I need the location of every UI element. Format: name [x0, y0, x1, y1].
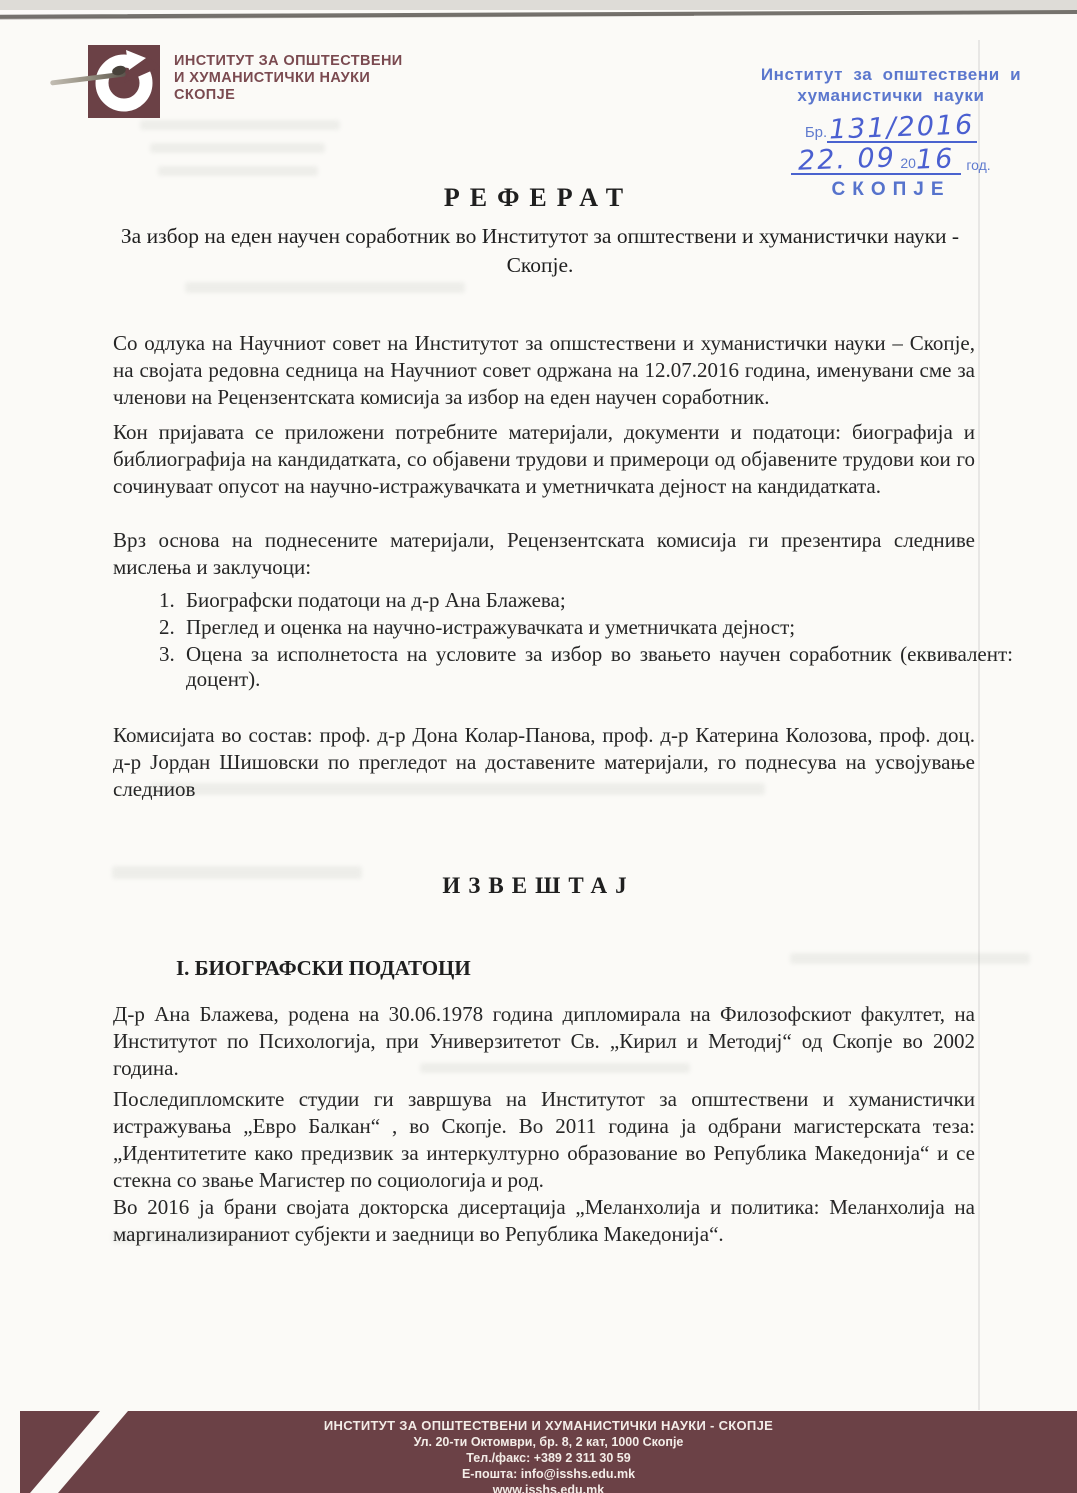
paper-right-edge-shadow: [978, 40, 980, 1410]
stamp-org-line1: Институт за општествени и: [760, 65, 1022, 84]
institute-logo-block: [88, 45, 403, 123]
biography-paragraph-1: Д-р Ана Блажева, родена на 30.06.1978 година дипломирала на Филозофскиот факултет, на Институтот по Психологија, при Универзитетот Св. „Кирил и Методиј“ од Скопје во 2002 година.: [113, 1002, 975, 1080]
paragraph-commission: Комисијата во состав: проф. д-р Дона Колар-Панова, проф. д-р Катерина Колозова, проф. доц. д-р Јордан Шишовски по прегледот на доставените материјали, го поднесува на усвојување следниов: [113, 723, 975, 801]
stamp-city: СКОПЈЕ: [831, 179, 951, 200]
logo-name-line2: И ХУМАНИСТИЧКИ НАУКИ: [174, 70, 371, 86]
logo-name-line1: ИНСТИТУТ ЗА ОПШТЕСТВЕНИ: [174, 53, 403, 69]
stamp-number-row: [738, 109, 1044, 146]
stamp-number-label: Бр.: [804, 124, 828, 141]
conclusions-list: [142, 588, 1013, 694]
scanner-edge-band: [0, 0, 1077, 10]
paragraph-conclusions-intro: Врз основа на поднесените материјали, Рецензентската комисија ги презентира следниве мислења и заклучоци:: [113, 528, 975, 579]
bleedthrough-artifact: [185, 282, 465, 293]
stamp-date-row: [738, 142, 1044, 177]
bleedthrough-artifact: [158, 166, 318, 176]
registry-stamp: [738, 64, 1044, 201]
list-item: 1. Биографски податоци на д-р Ана Блажева;: [180, 588, 1013, 613]
stamp-number-handwritten: 131/2016: [828, 109, 976, 146]
biography-paragraph-group: [113, 1086, 975, 1248]
stamp-org-line2: хуманистички науки: [797, 86, 985, 105]
footer-website: www.isshs.edu.mk: [492, 1483, 605, 1493]
logo-name-line3: СКОПЈЕ: [174, 87, 236, 103]
paragraph-decision: Со одлука на Научниот совет на Институтот за опшстествени и хуманистички науки – Скопје, на својата редовна седница на Научниот совет одржана на 12.07.2016 година, именувани сме за членови на Рецензентската комисија за избор на еден научен соработник.: [113, 331, 975, 409]
footer-contact-block: [20, 1418, 1077, 1493]
footer-email: Е-пошта: info@isshs.edu.mk: [461, 1467, 636, 1481]
footer-bar: [20, 1411, 1077, 1493]
stamp-date-century: 20: [900, 155, 916, 171]
paragraph-materials: Кон пријавата се приложени потребните материјали, документи и податоци: биографија и библиографија на кандидатката, со објавени трудови и примероци од објавените трудови кои го сочинуваат опусот на научно-истражувачката и уметничката дејност на кандидатката.: [113, 420, 975, 498]
footer-phone: Тел./факс: +389 2 311 30 59: [466, 1451, 631, 1465]
section-1-heading: I. БИОГРАФСКИ ПОДАТОЦИ: [176, 956, 471, 980]
document-subtitle: За избор на еден научен соработник во Институтот за општествени и хуманистички науки - Скопје.: [120, 224, 960, 277]
bleedthrough-artifact: [790, 953, 1030, 964]
institute-logo-icon: [88, 45, 160, 123]
biography-paragraph-3: Во 2016 ја брани својата докторска дисертација „Меланхолија и политика: Меланхолија на маргинализираниот субјекти и заедници во Република Македонија“.: [113, 1195, 975, 1246]
list-item: 2. Преглед и оценка на научно-истражувачката и уметничката дејност;: [180, 615, 1013, 640]
report-heading: ИЗВЕШТАЈ: [442, 873, 635, 898]
bleedthrough-artifact: [150, 143, 325, 153]
institute-logo-text: [174, 45, 403, 123]
stamp-year-handwritten: 16: [915, 143, 955, 176]
footer-address: Ул. 20-ти Октомври, бр. 8, 2 кат, 1000 Скопје: [413, 1435, 684, 1449]
stamp-date-suffix: год.: [966, 157, 991, 173]
list-item: 3. Оцена за исполнетоста на условите за избор во звањето научен соработник (еквивалент: доцент).: [180, 642, 1013, 692]
footer-institute-name: ИНСТИТУТ ЗА ОПШТЕСТВЕНИ И ХУМАНИСТИЧКИ НАУКИ - СКОПЈЕ: [323, 1418, 774, 1433]
stamp-date-handwritten: 22. 09: [797, 142, 897, 177]
document-title: РЕФЕРАТ: [443, 183, 634, 212]
biography-paragraph-2: Последипломските студии ги завршува на Институтот за општествени и хуманистички истражувања „Евро Балкан“ , во Скопје. Во 2011 година ја одбрани магистерската теза: „Идентитетите како предизвик за интеркултурно образование во Република Македонија“ и се стекна со звање Магистер по социологија и род.: [113, 1087, 975, 1192]
